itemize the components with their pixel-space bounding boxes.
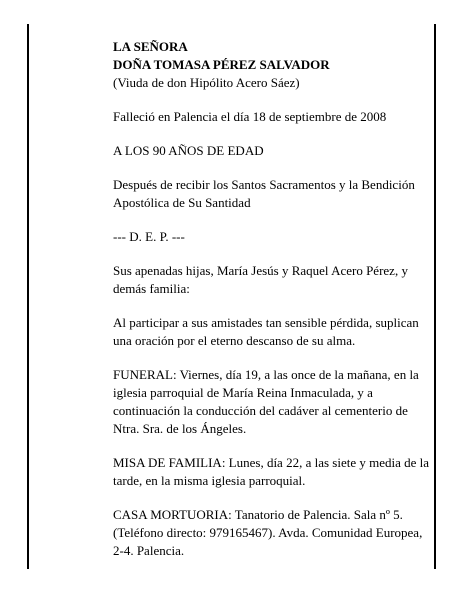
widow-line: (Viuda de don Hipólito Acero Sáez) xyxy=(113,75,300,90)
funeral-home-info: CASA MORTUORIA: Tanatorio de Palencia. Sala nº 5. (Teléfono directo: 979165467). Avda. Comunidad Europea, 2-4. Palencia. xyxy=(113,507,423,558)
prayer-request: Al participar a sus amistades tan sensible pérdida, suplican una oración por el eterno descanso de su alma. xyxy=(113,315,419,348)
sacraments-statement: Después de recibir los Santos Sacramentos y la Bendición Apostólica de Su Santidad xyxy=(113,177,415,210)
death-statement: Falleció en Palencia el día 18 de septiembre de 2008 xyxy=(113,109,387,124)
title-line: LA SEÑORA xyxy=(113,39,188,54)
funeral-info: FUNERAL: Viernes, día 19, a las once de la mañana, en la iglesia parroquial de María Reina Inmaculada, y a continuación la conducción del cadáver al cementerio de Ntra. Sra. de los Ángeles. xyxy=(113,367,419,436)
obituary-text xyxy=(113,38,433,576)
family-statement: Sus apenadas hijas, María Jesús y Raquel Acero Pérez, y demás familia: xyxy=(113,263,408,296)
family-mass-info: MISA DE FAMILIA: Lunes, día 22, a las siete y media de la tarde, en la misma iglesia parroquial. xyxy=(113,455,430,488)
rip-line: --- D. E. P. --- xyxy=(113,229,185,244)
deceased-name: DOÑA TOMASA PÉREZ SALVADOR xyxy=(113,57,330,72)
age-statement: A LOS 90 AÑOS DE EDAD xyxy=(113,143,264,158)
right-border-line xyxy=(434,24,436,569)
deceased-header xyxy=(113,38,433,92)
left-border-line xyxy=(27,24,29,569)
